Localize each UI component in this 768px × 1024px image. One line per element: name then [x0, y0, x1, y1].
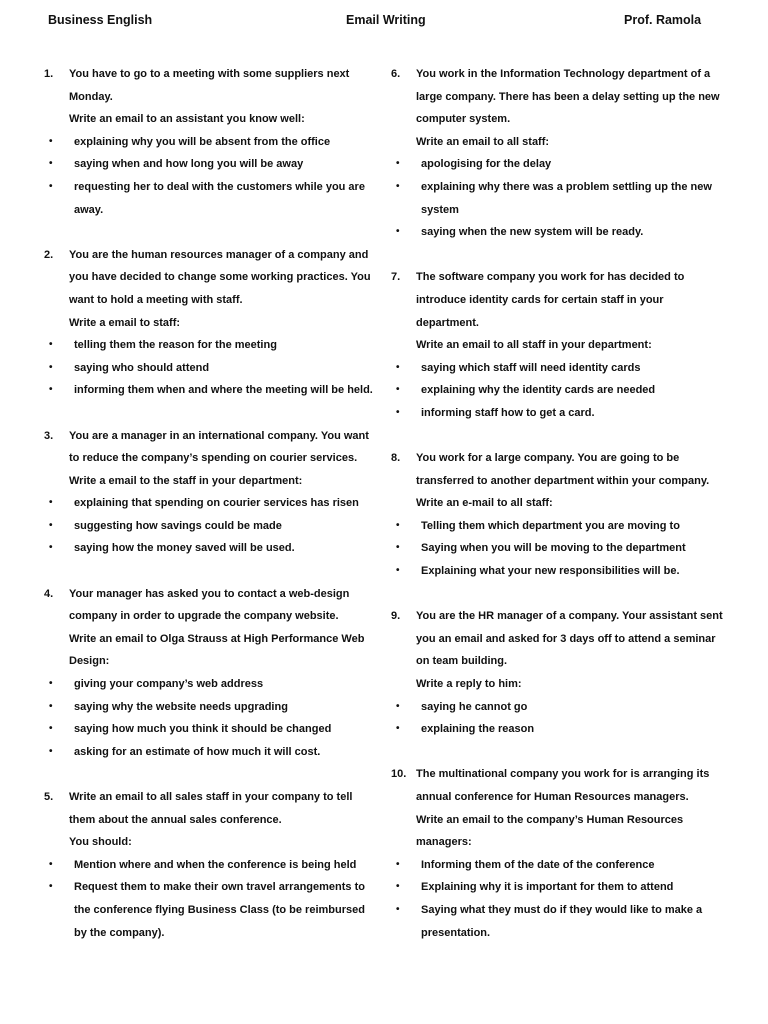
task-number: 2.	[44, 248, 54, 261]
bullet-icon: •	[49, 519, 53, 531]
task-instruction: Write an email to all staff:	[416, 135, 550, 148]
task-prompt: You are the human resources manager of a company and you have decided to change some working practices. You want to hold a meeting with staff.	[69, 248, 371, 306]
bullet-item: • informing staff how to get a card.	[391, 402, 726, 425]
bullet-icon: •	[49, 700, 53, 712]
bullet-item: • Explaining why it is important for them to attend	[391, 876, 726, 899]
task-number: 3.	[44, 429, 54, 442]
left-column	[44, 63, 376, 967]
task-7	[391, 266, 726, 424]
bullet-icon: •	[396, 542, 400, 554]
bullet-icon: •	[49, 542, 53, 554]
bullet-item: • saying he cannot go	[391, 696, 726, 719]
task-10	[391, 763, 726, 944]
bullet-item: • suggesting how savings could be made	[44, 515, 376, 538]
bullet-icon: •	[396, 903, 400, 915]
task-instruction: Write an email to an assistant you know well:	[69, 113, 305, 126]
bullet-icon: •	[49, 158, 53, 170]
bullet-item: • Informing them of the date of the conference	[391, 854, 726, 877]
bullet-item: • Mention where and when the conference is being held	[44, 854, 376, 877]
task-5	[44, 786, 376, 944]
task-instruction: Write an e-mail to all staff:	[416, 497, 553, 510]
task-6	[391, 63, 726, 244]
bullet-icon: •	[396, 361, 400, 373]
task-prompt: Write an email to all sales staff in your company to tell them about the annual sales conference.	[69, 791, 353, 826]
task-number: 8.	[391, 452, 401, 465]
bullet-item: • giving your company’s web address	[44, 673, 376, 696]
task-instruction: Write a reply to him:	[416, 678, 522, 691]
task-3	[44, 425, 376, 561]
task-prompt: Your manager has asked you to contact a web-design company in order to upgrade the company website.	[69, 587, 350, 623]
bullet-icon: •	[49, 723, 53, 735]
bullet-icon: •	[49, 745, 53, 757]
bullet-icon: •	[49, 384, 53, 396]
task-number: 6.	[391, 68, 401, 80]
task-9	[391, 605, 726, 741]
task-number: 9.	[391, 610, 401, 623]
task-instruction: Write an email to all staff in your department:	[416, 339, 652, 352]
task-prompt: The multinational company you work for is arranging its annual conference for Human Resources managers.	[416, 768, 710, 803]
task-prompt: You work in the Information Technology department of a large company. There has been a delay setting up the new computer system.	[416, 68, 720, 126]
task-number: 4.	[44, 587, 54, 600]
task-instruction: Write an email to the company’s Human Resources managers:	[416, 813, 684, 849]
task-2	[44, 244, 376, 402]
bullet-item: • explaining why you will be absent from the office	[44, 131, 376, 154]
task-instruction: Write a email to the staff in your department:	[69, 474, 303, 487]
bullet-item: • saying why the website needs upgrading	[44, 696, 376, 719]
bullet-item: • Telling them which department you are moving to	[391, 515, 726, 538]
bullet-item: • saying when and how long you will be away	[44, 153, 376, 176]
bullet-item: • informing them when and where the meeting will be held.	[44, 379, 376, 402]
bullet-item: • Request them to make their own travel arrangements to the conference flying Business Class (to be reimbursed by the company).	[44, 876, 376, 944]
bullet-item: • explaining that spending on courier services has risen	[44, 492, 376, 515]
bullet-icon: •	[49, 339, 53, 351]
task-number: 10.	[391, 768, 407, 781]
bullet-item: • asking for an estimate of how much it will cost.	[44, 741, 376, 764]
bullet-icon: •	[396, 565, 400, 577]
bullet-icon: •	[49, 678, 53, 690]
header-title: Email Writing	[346, 13, 426, 27]
bullet-item: • explaining why there was a problem settling up the new system	[391, 176, 726, 221]
bullet-icon: •	[49, 361, 53, 373]
bullet-item: • Saying what they must do if they would like to make a presentation.	[391, 899, 726, 944]
task-prompt: You work for a large company. You are going to be transferred to another department within your company.	[416, 452, 710, 487]
bullet-item: • saying how much you think it should be changed	[44, 718, 376, 741]
bullet-item: • telling them the reason for the meeting	[44, 334, 376, 357]
bullet-icon: •	[396, 158, 400, 170]
bullet-icon: •	[396, 858, 400, 870]
bullet-item: • Saying when you will be moving to the department	[391, 537, 726, 560]
task-number: 7.	[391, 271, 401, 284]
bullet-item: • explaining why the identity cards are needed	[391, 379, 726, 402]
bullet-icon: •	[396, 384, 400, 396]
bullet-icon: •	[49, 881, 53, 893]
bullet-icon: •	[396, 406, 400, 418]
task-prompt: The software company you work for has decided to introduce identity cards for certain staff in your department.	[416, 271, 685, 329]
bullet-item: • saying who should attend	[44, 357, 376, 380]
bullet-icon: •	[396, 700, 400, 712]
header-left: Business English	[48, 13, 153, 27]
bullet-icon: •	[396, 180, 400, 192]
bullet-item: • saying when the new system will be ready.	[391, 221, 726, 244]
bullet-icon: •	[49, 497, 53, 509]
task-8	[391, 447, 726, 583]
bullet-icon: •	[49, 135, 53, 147]
bullet-icon: •	[49, 858, 53, 870]
task-4	[44, 583, 376, 764]
task-instruction: Write a email to staff:	[69, 316, 181, 329]
bullet-item: • requesting her to deal with the customers while you are away.	[44, 176, 376, 221]
task-1	[44, 63, 376, 221]
bullet-item: • apologising for the delay	[391, 153, 726, 176]
bullet-item: • explaining the reason	[391, 718, 726, 741]
task-prompt: You are the HR manager of a company. Your assistant sent you an email and asked for 3 days off to attend a seminar on team building.	[416, 610, 723, 668]
task-number: 5.	[44, 791, 54, 803]
header-author: Prof. Ramola	[624, 13, 702, 27]
bullet-item: • Explaining what your new responsibilities will be.	[391, 560, 726, 583]
task-instruction: Write an email to Olga Strauss at High Performance Web Design:	[69, 632, 365, 668]
bullet-icon: •	[396, 226, 400, 238]
bullet-icon: •	[396, 723, 400, 735]
task-prompt: You have to go to a meeting with some suppliers next Monday.	[69, 68, 350, 103]
bullet-item: • saying which staff will need identity cards	[391, 357, 726, 380]
task-number: 1.	[44, 68, 54, 80]
bullet-icon: •	[396, 881, 400, 893]
task-prompt: You are a manager in an international company. You want to reduce the company’s spending on courier services.	[69, 429, 369, 465]
right-column	[391, 63, 726, 967]
bullet-icon: •	[49, 180, 53, 192]
task-instruction: You should:	[69, 836, 132, 849]
bullet-icon: •	[396, 519, 400, 531]
bullet-item: • saying how the money saved will be used.	[44, 537, 376, 560]
